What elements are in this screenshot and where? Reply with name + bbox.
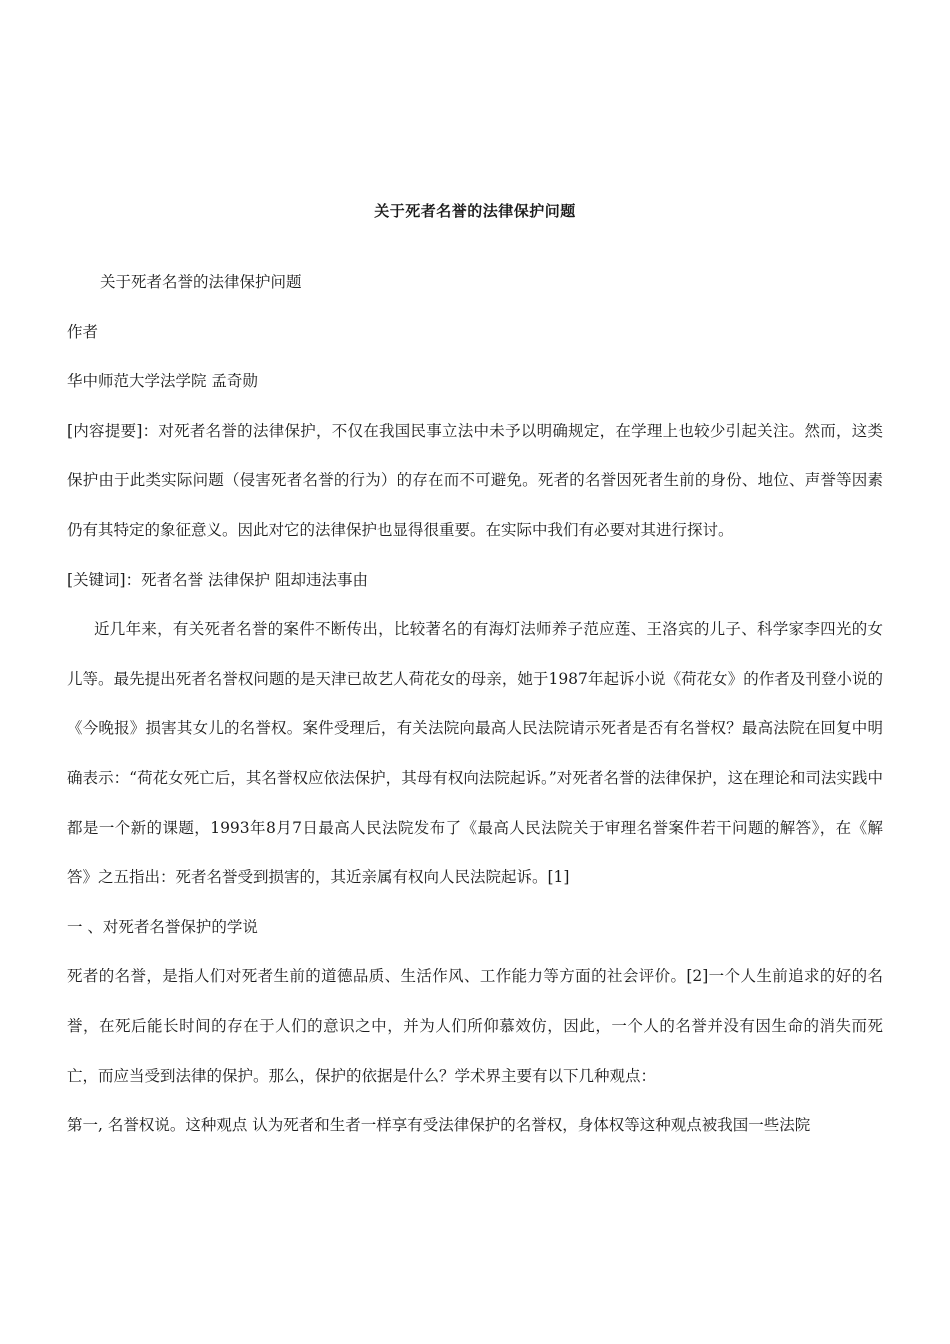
intro-paragraph: 近几年来，有关死者名誉的案件不断传出，比较著名的有海灯法师养子范应莲、王洛宾的儿子、科学家李四光的女儿等。最先提出死者名誉权问题的是天津已故艺人荷花女的母亲，她于1987年起诉小说《荷花女》的作者及刊登小说的《今晚报》损害其女儿的名誉权。案件受理后，有关法院向最高人民法院请示死者是否有名誉权？最高法院在回复中明确表示：“荷花女死亡后，其名誉权应依法保护，其母有权向法院起诉。”对死者名誉的法律保护，这在理论和司法实践中都是一个新的课题，1993年8月7日最高人民法院发布了《最高人民法院关于审理名誉案件若干问题的解答》，在《解答》之五指出：死者名誉受到损害的，其近亲属有权向人民法院起诉。[1] — [67, 620, 883, 887]
subtitle: 关于死者名誉的法律保护问题 — [100, 273, 302, 291]
abstract-paragraph: [内容提要]：对死者名誉的法律保护，不仅在我国民事立法中未予以明确规定，在学理上也较少引起关注。然而，这类保护由于此类实际问题（侵害死者名誉的行为）的存在而不可避免。死者的名誉因死者生前的身份、地位、声誉等因素仍有其特定的象征意义。因此对它的法律保护也显得很重要。在实际中我们有必要对其进行探讨。 — [67, 421, 883, 539]
section-paragraph: 死者的名誉，是指人们对死者生前的道德品质、生活作风、工作能力等方面的社会评价。[2]一个人生前追求的好的名誉，在死后能长时间的存在于人们的意识之中，并为人们所仰慕效仿，因此，一个人的名誉并没有因生命的消失而死亡，而应当受到法律的保护。那么，保护的依据是什么？学术界主要有以下几种观点： — [67, 967, 883, 1085]
document-body — [67, 258, 883, 1151]
keywords-line: [关键词]：死者名誉 法律保护 阻却违法事由 — [67, 570, 368, 589]
document-title: 关于死者名誉的法律保护问题 — [374, 202, 576, 220]
author-label: 作者 — [67, 322, 99, 341]
author-line: 华中师范大学法学院 孟奇勋 — [67, 372, 258, 391]
point-paragraph: 第一, 名誉权说。这种观点 认为死者和生者一样享有受法律保护的名誉权，身体权等这种观点被我国一些法院 — [67, 1116, 811, 1135]
section-heading: 一 、对死者名誉保护的学说 — [67, 917, 258, 936]
